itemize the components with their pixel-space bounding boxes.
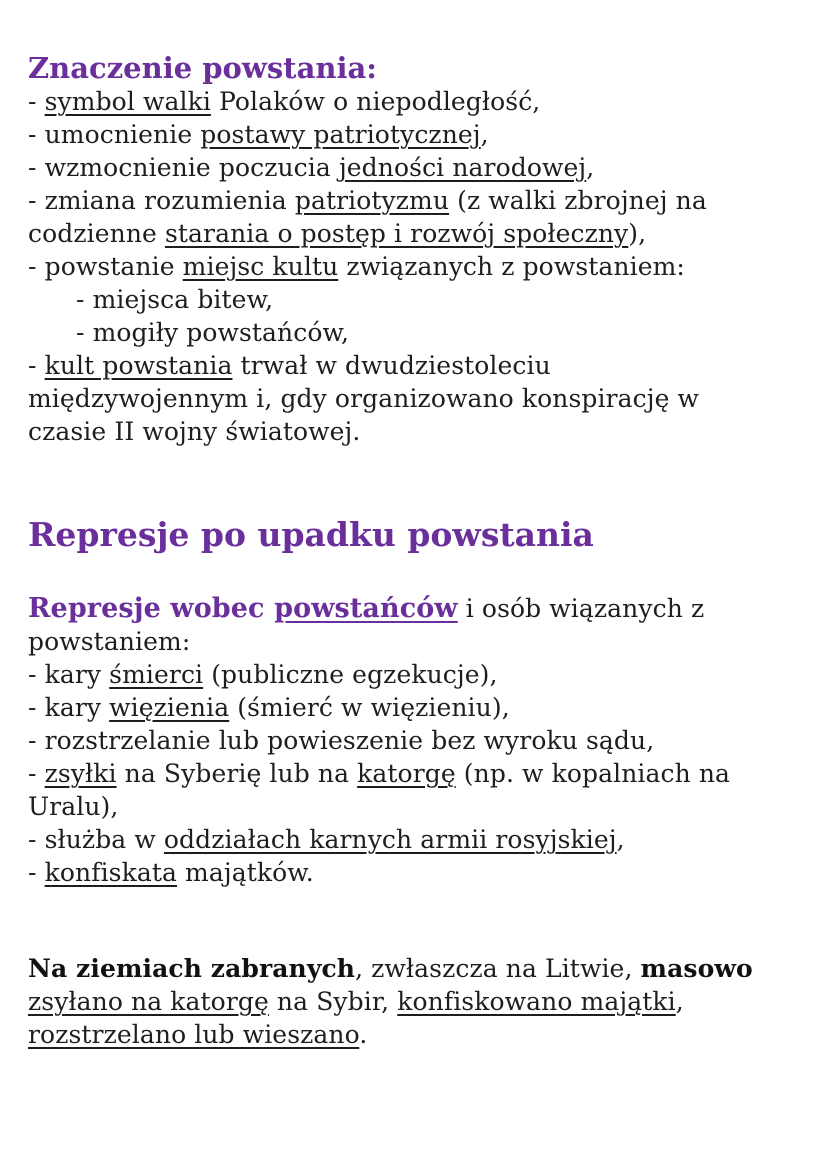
list-item-continued: codzienne starania o postęp i rozwój społeczny), [28,219,647,248]
underlined-term: zsyłano na katorgę [28,987,269,1016]
underlined-term: postawy patriotycznej [200,120,481,149]
underlined-term: zsyłki [44,759,117,788]
subheading-continued: powstaniem: [28,627,191,656]
list-item: - służba w oddziałach karnych armii rosyjskiej, [28,825,625,854]
list-item: - kult powstania trwał w dwudziestoleciu [28,351,551,380]
underlined-term: powstańców [274,593,458,624]
section-title: Znaczenie powstania: [28,51,377,85]
underlined-term: rozstrzelano lub wieszano [28,1020,360,1049]
list-item: - symbol walki Polaków o niepodległość, [28,87,541,116]
underlined-term: jedności narodowej [338,153,587,182]
paragraph-annexed-lands [28,952,808,1051]
sub-list-item: - mogiły powstańców, [76,318,350,347]
subheading: Represje wobec powstańców i osób wiązanych z [28,593,705,624]
underlined-term: patriotyzmu [294,186,450,215]
list-item-continued: Uralu), [28,792,119,821]
underlined-term: konfiskowano majątki [397,987,676,1016]
repressions-list [28,592,808,889]
list-item: - kary śmierci (publiczne egzekucje), [28,660,498,689]
underlined-term: kult powstania [44,351,233,380]
list-item: - rozstrzelanie lub powieszenie bez wyroku sądu, [28,726,655,755]
underlined-term: konfiskata [44,858,177,887]
list-item: - zmiana rozumienia patriotyzmu (z walki zbrojnej na [28,186,707,215]
list-item: - zsyłki na Syberię lub na katorgę (np. w kopalniach na [28,759,731,788]
section-repressions [28,515,808,555]
paragraph-line: Na ziemiach zabranych, zwłaszcza na Litwie, masowo [28,954,753,983]
list-item: - powstanie miejsc kultu związanych z powstaniem: [28,252,685,281]
underlined-term: katorgę [357,759,456,788]
underlined-term: oddziałach karnych armii rosyjskiej [163,825,617,854]
underlined-term: więzienia [109,693,230,722]
list-item: - kary więzienia (śmierć w więzieniu), [28,693,510,722]
underlined-term: starania o postęp i rozwój społeczny [164,219,629,248]
list-item: - wzmocnienie poczucia jedności narodowej, [28,153,595,182]
sub-list-item: - miejsca bitew, [76,285,274,314]
underlined-term: symbol walki [44,87,211,116]
section-title: Represje po upadku powstania [28,515,594,554]
list-item-continued: czasie II wojny światowej. [28,417,361,446]
underlined-term: śmierci [109,660,204,689]
section-significance [28,52,808,448]
list-item-continued: międzywojennym i, gdy organizowano konspirację w [28,384,700,413]
list-item: - umocnienie postawy patriotycznej, [28,120,489,149]
underlined-term: miejsc kultu [182,252,339,281]
paragraph-line: rozstrzelano lub wieszano. [28,1020,368,1049]
paragraph-line: zsyłano na katorgę na Sybir, konfiskowano majątki, [28,987,684,1016]
list-item: - konfiskata majątków. [28,858,314,887]
